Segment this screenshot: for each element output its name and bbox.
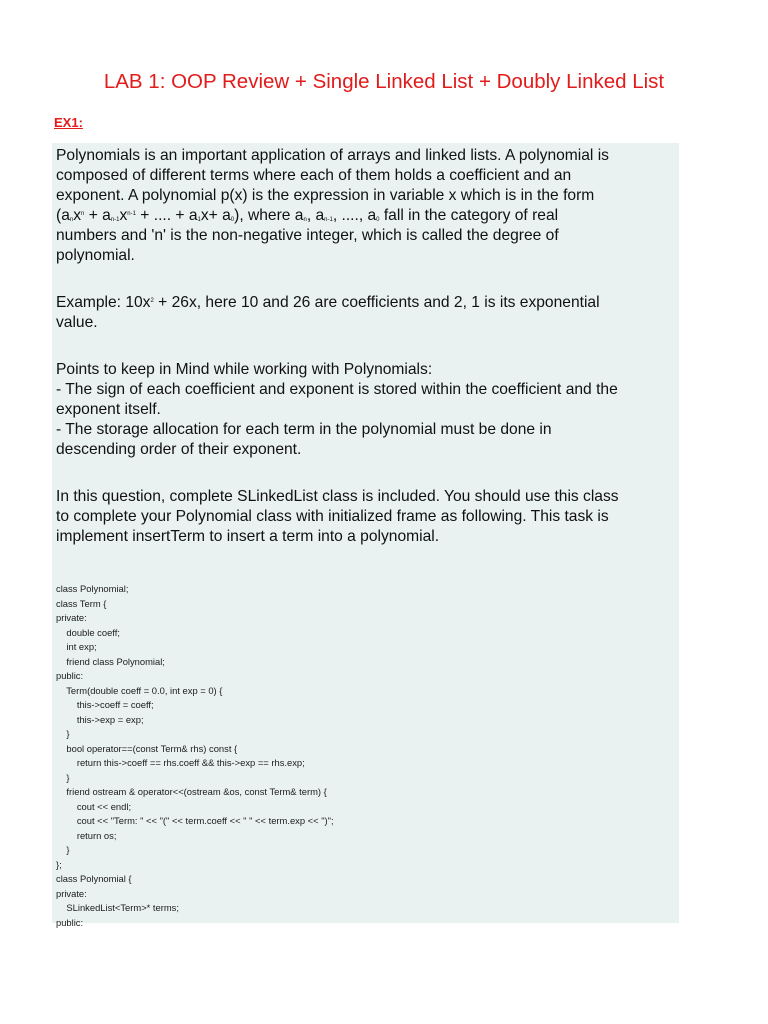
- intro-line: Polynomials is an important application of arrays and linked lists. A polynomial is: [56, 147, 609, 164]
- code-line: double coeff;: [56, 626, 120, 638]
- code-line: };: [56, 858, 62, 870]
- code-line: this->coeff = coeff;: [56, 699, 154, 710]
- task-line: implement insertTerm to insert a term into a polynomial.: [56, 528, 440, 545]
- code-line: return this->coeff == rhs.coeff && this->exp == rhs.exp;: [56, 757, 305, 768]
- code-line: friend ostream & operator<<(ostream &os, const Term& term) {: [56, 786, 327, 797]
- example-line: Example: $10x^2 + 26x$, here 10 and 26 are coefficients and 2, 1 is its exponential: [56, 294, 600, 311]
- code-line: bool operator==(const Term& rhs) const {: [56, 742, 238, 754]
- code-line: friend class Polynomial;: [56, 655, 165, 667]
- code-line: private:: [56, 612, 87, 623]
- code-line: cout << "Term: " << "(" << term.coeff << " " << term.exp << ")";: [56, 815, 334, 826]
- points-item: descending order of their exponent.: [56, 441, 302, 458]
- code-line: return os;: [56, 829, 117, 841]
- code-line: public:: [56, 670, 84, 681]
- code-line: }: [56, 844, 70, 855]
- points-item: exponent itself.: [56, 401, 161, 418]
- points-heading: Points to keep in Mind while working with Polynomials:: [56, 361, 433, 378]
- code-line: int exp;: [56, 641, 97, 652]
- code-line: }: [56, 771, 70, 783]
- code-line: }: [56, 728, 70, 739]
- code-line: class Polynomial {: [56, 873, 132, 884]
- code-line: this->exp = exp;: [56, 713, 144, 725]
- intro-line: composed of different terms where each of them holds a coefficient and an: [56, 167, 572, 184]
- example-line: value.: [56, 314, 98, 331]
- code-line: cout << endl;: [56, 800, 132, 812]
- polynomial-form-line: ($a_nx^n + a_{n-1}x^{n-1}$ + .... + $a_1x+ a_0$), where $a_n$, $a_{n-1}$, ...., $a_0$ fall in the category of real: [56, 207, 559, 224]
- points-item: - The sign of each coefficient and exponent is stored within the coefficient and the: [56, 381, 618, 398]
- points-item: - The storage allocation for each term in the polynomial must be done in: [56, 421, 552, 438]
- code-line: class Term {: [56, 597, 107, 609]
- code-line: SLinkedList<Term>* terms;: [56, 902, 179, 913]
- intro-line: numbers and 'n' is the non-negative integer, which is called the degree of: [56, 227, 559, 244]
- code-line: public:: [56, 916, 84, 928]
- page-title: LAB 1: OOP Review + Single Linked List + Doubly Linked List: [103, 70, 665, 93]
- code-line: Term(double coeff = 0.0, int exp = 0) {: [56, 684, 223, 696]
- exercise-description: [56, 146, 674, 547]
- code-line: private:: [56, 887, 87, 899]
- task-line: In this question, complete SLinkedList class is included. You should use this class: [56, 488, 619, 505]
- task-line: to complete your Polynomial class with initialized frame as following. This task is: [56, 508, 609, 525]
- code-listing: [56, 582, 674, 930]
- code-line: class Polynomial;: [56, 583, 129, 594]
- intro-line: polynomial.: [56, 247, 135, 264]
- exercise-label: EX1:: [54, 115, 83, 130]
- intro-line: exponent. A polynomial p(x) is the expression in variable x which is in the form: [56, 187, 595, 204]
